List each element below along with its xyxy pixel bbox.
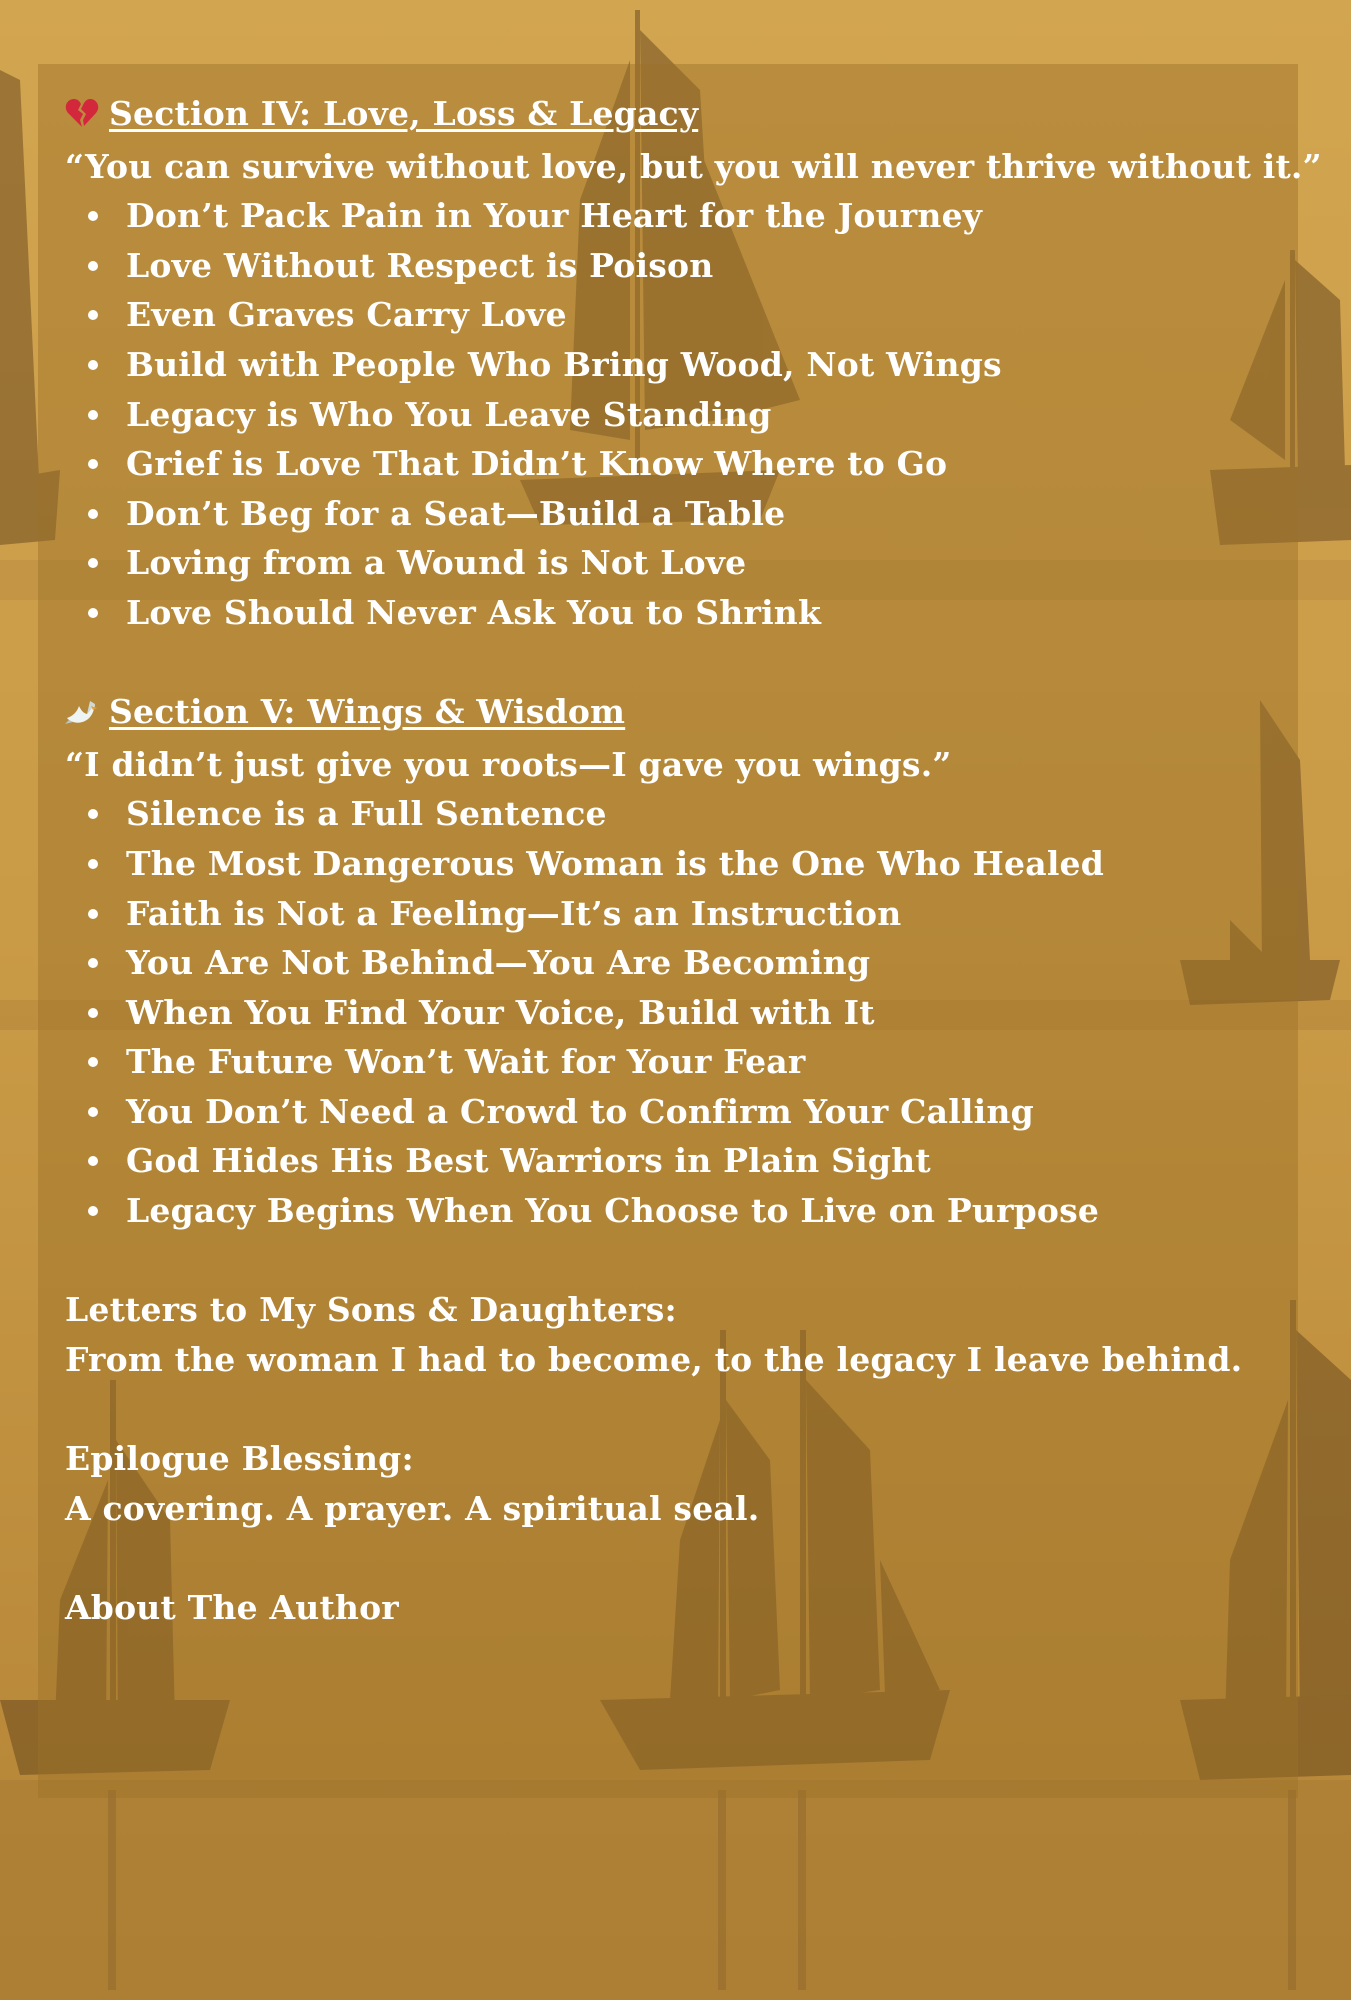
letters-subtitle: From the woman I had to become, to the legacy I leave behind. bbox=[65, 1339, 1243, 1379]
section-iv-list bbox=[65, 191, 1298, 637]
dove-icon bbox=[65, 690, 99, 740]
section-v-list bbox=[65, 789, 1298, 1235]
section-iv-title: Section IV: Love, Loss & Legacy bbox=[109, 94, 699, 133]
epilogue-title: Epilogue Blessing: bbox=[65, 1439, 414, 1479]
list-item: Legacy Begins When You Choose to Live on Purpose bbox=[65, 1186, 1298, 1236]
list-item: The Future Won’t Wait for Your Fear bbox=[65, 1037, 1298, 1087]
list-item: Love Should Never Ask You to Shrink bbox=[65, 588, 1298, 638]
section-iv-heading bbox=[65, 89, 1298, 142]
about-the-author: About The Author bbox=[65, 1587, 399, 1627]
section-v-title: Section V: Wings & Wisdom bbox=[109, 692, 626, 732]
list-item: When You Find Your Voice, Build with It bbox=[65, 988, 1298, 1038]
letters-title: Letters to My Sons & Daughters: bbox=[65, 1290, 677, 1330]
list-item: The Most Dangerous Woman is the One Who Healed bbox=[65, 839, 1298, 889]
list-item: Grief is Love That Didn’t Know Where to Go bbox=[65, 439, 1298, 489]
list-item: Love Without Respect is Poison bbox=[65, 241, 1298, 291]
list-item: Build with People Who Bring Wood, Not Wings bbox=[65, 340, 1298, 390]
epilogue-subtitle: A covering. A prayer. A spiritual seal. bbox=[65, 1488, 760, 1528]
list-item: You Don’t Need a Crowd to Confirm Your Calling bbox=[65, 1087, 1298, 1137]
section-v-quote: “I didn’t just give you roots—I gave you wings.” bbox=[65, 744, 952, 784]
broken-heart-icon bbox=[65, 92, 99, 142]
list-item: Faith is Not a Feeling—It’s an Instruction bbox=[65, 889, 1298, 939]
list-item: Silence is a Full Sentence bbox=[65, 789, 1298, 839]
section-v-heading bbox=[65, 687, 1298, 740]
content-panel bbox=[38, 64, 1322, 1798]
list-item: Don’t Pack Pain in Your Heart for the Journey bbox=[65, 191, 1298, 241]
list-item: Loving from a Wound is Not Love bbox=[65, 538, 1298, 588]
section-iv-quote: “You can survive without love, but you will never thrive without it.” bbox=[65, 146, 1322, 186]
list-item: Don’t Beg for a Seat—Build a Table bbox=[65, 489, 1298, 539]
list-item: God Hides His Best Warriors in Plain Sight bbox=[65, 1136, 1298, 1186]
list-item: Even Graves Carry Love bbox=[65, 290, 1298, 340]
list-item: You Are Not Behind—You Are Becoming bbox=[65, 938, 1298, 988]
list-item: Legacy is Who You Leave Standing bbox=[65, 390, 1298, 440]
